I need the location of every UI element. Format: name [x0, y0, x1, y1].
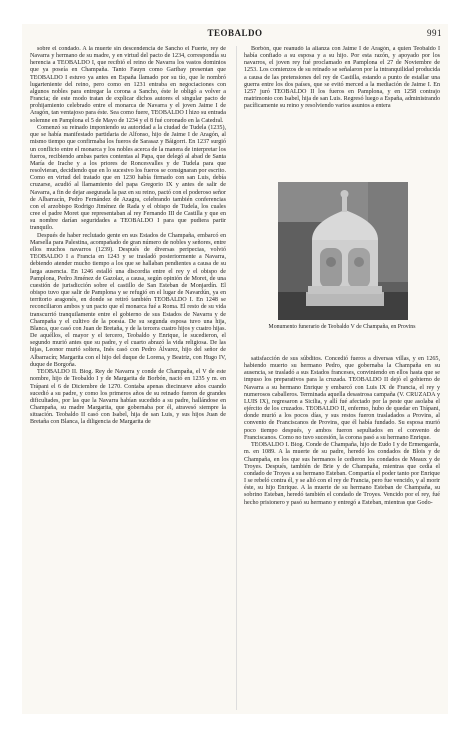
document-page	[22, 24, 448, 714]
paragraph: Comenzó su reinado imponiendo su autoridad a la ciudad de Tudela (1235), que se había manifestado partidaria de Alfonso, hijo de Jaime I de Aragón, al mismo tiempo que confirmaba los fueros de Sarasaz y Báigorri. En 1237 surgió un conflicto entre el monarca y los nobles acerca de la manera de interpretar los fueros, recibiendo ambas partes contentas al Papa, que delegó al abad de Santa María de Irache y a los priores de Roncesvalles y de Tudela para que resolvieran, decidiendo que en lo sucesivo los fueros se consignaran por escrito. Como en virtud del tratado que en 1230 había firmado con san Luis, debía cruzarse, acudió al llamamiento del papa Gregorio IX y antes de salir de Navarra, a fin de dejar asegurada la paz en su reino, pactó con el poderoso señor de Albarracín, Pedro Fernández de Azagra, celebrando también conferencias con el arzobispo Rodrigo Jiménez de Rada y el obispo de Tudela, los cuales cree el padre Moret que representaban al rey Fernando III de Castilla y que en su nombre darían seguridades a TEOBALDO I para que pudiera partir tranquilo.	[30, 125, 226, 232]
right-column	[244, 46, 440, 710]
running-head: TEOBALDO	[207, 28, 263, 38]
paragraph: satisfacción de sus súbditos. Concedió fueros a diversas villas, y en 1265, habiendo muerto su hermano Pedro, que gobernaba la Champaña en su ausencia, se trasladó a sus Estados franceses, conviniendo en ellos hasta que se impuso los preparativos para la cruzada. TEOBALDO II dejó el gobierno de Navarra a su hermano Enrique y embarcó con Luis IX de Francia, el rey y numerosos caballeros. Terminada aquella desastrosa campaña (V. CRUZADA y LUIS IX), regresaron a Sicilia, y allí fué afectado por la peste que asolaba el ejército de los cruzados. TEOBALDO II, enfermo, hubo de quedar en Trápani, donde murió a los pocos días, y sus restos fueron trasladados a Provins, al convento de Franciscanos de Provins, que él había fundado. Su esposa murió poco tiempo después, y ambos fueron sepultados en el convento de Franciscanos. Como no tuvo sucesión, la corona pasó a su hermano Enrique.	[244, 356, 440, 441]
paragraph: TEOBALDO II. Biog. Rey de Navarra y conde de Champaña, el V de este nombre, hijo de Teobaldo I y de Margarita de Borbón, nació en 1235 y m. en Trápani el 6 de Diciembre de 1270. Contaba apenas diecinueve años cuando sucedió a su padre, y como los primeros años de su reinado fueron de grandes dificultades, por las que la Navarra habían sucedido a su padre, hallándose en Champaña, su madre Margarita, que gobernaba por él, atravesó siempre la situación. Teobaldo II casó con Isabel, hija de san Luis, y sus hijos Juan de Bretaña con Blanca, la diligencia de Margarita de	[30, 369, 226, 426]
monument-illustration	[278, 182, 408, 320]
left-column	[30, 46, 226, 710]
page-header	[22, 28, 448, 42]
monument-photo	[278, 182, 408, 320]
paragraph: Después de haber reclutado gente en sus Estados de Champaña, embarcó en Marsella para Palestina, acompañado de gran número de nobles y señores, entre ellos muchos navarros (1239). Después de diversas peripecias, volvió TEOBALDO I a Francia en 1243 y se trasladó posteriormente a Navarra, debiendo atender mucho tiempo a los que se hallaban pendientes a causa de su larga ausencia. En 1246 estalló una discordia entre el rey y el obispo de Pamplona, Pedro Jiménez de Gazolaz, a causa, según opinión de Moret, de una cuestión de jurisdicción sobre el castillo de San Esteban de Monjardín. El obispo tuvo que salir de Pamplona y se refugió en el lugar de Navardún, ya en territorio aragonés, en donde se retiró también TEOBALDO I. En 1248 se reconciliaron ambos y un pacto que el monarca fué a Roma. El resto de su vida transcurrió tranquilamente entre el gobierno de sus Estados de Navarra y de Champaña y el cultivo de la poesía. De su segunda esposa tuvo una hija, Blanca, que casó con Juan de Bretaña, y de la tercera cuatro hijos y cuatro hijas. De aquéllos, el mayor y el tercero, Teobaldo y Enrique, le sucedieron, el segundo murió antes que su padre, y el cuarto abrazó la vida religiosa. De las hijas, Leonor murió soltera, Inés casó con Pedro Álvarez, hijo del señor de Albarracín; Margarita con el hijo del duque de Lorena, y Beatriz, con Hugo IV, duque de Borgoña.	[30, 232, 226, 368]
paragraph: Borbón, que reanudó la alianza con Jaime I de Aragón, a quien Teobaldo I había confiado a su esposa y a su hijo. Por esta razón, y apoyado por los navarros, el joven rey fué proclamado en Pamplona el 27 de Noviembre de 1253. Los comienzos de su reinado se señalaron por la intranquilidad producida a causa de las pretensiones del rey de Castilla, estando a punto de estallar una guerra entre los dos países, que se evitó merced a la mediación de Jaime I. En 1257 juró TEOBALDO II los fueros en Pamplona, y en 1258 contrajo matrimonio con Isabel, hija de san Luis. Regresó luego a España, administrando pacíficamente su reino y resolviendo varios asuntos a entera	[244, 46, 440, 110]
right-column-lower	[244, 356, 440, 507]
paragraph: sobre el condado. A la muerte sin descendencia de Sancho el Fuerte, rey de Navarra y hermano de su madre, y en virtud del pacto de 1234, correspondía su herencia a TEOBALDO I, que recibió el reino de Navarra los vastos dominios que ya poseía en Champaña. Tanto Fauyn como Garibay presentan que TEOBALDO I estuvo ya antes en España llamado por su tío, que le nombró lugarteniente del reino, pero como en 1231 entraba en negociaciones con algunos nobles para entregar la corona a Sancho, éste le obligó a volver a Francia; de este modo tratan de explicar dichos autores el singular pacto de prohijamiento celebrado entre el monarca de Navarra y el joven Jaime I de Aragón, tan ventajoso para éste. Sea como fuere, TEOBALDO I hizo su entrada solemne en Pamplona el 5 de Mayo de 1234 y el 8 fué coronado en la Catedral.	[30, 46, 226, 124]
figure	[244, 182, 440, 350]
column-divider	[236, 46, 237, 710]
figure-caption: Monumento funerario de Teobaldo V de Champaña, en Provins	[268, 324, 416, 330]
paragraph: TEOBALDO I. Biog. Conde de Champaña, hijo de Eudo I y de Ermengarda, m. en 1089. A la muerte de su padre, heredó los condados de Blois y de Champaña, en los que sus hermanos le cedieron los condados de Meaux y de Troyes. Después, también de Brie y de Champaña, mientras que cedía el condado de Troyes a su hermano Esteban. Compartía el poder tanto por Enrique I se rebeló contra él, y se alió con el rey de Francia, pero fue vencido, y al morir éste, su hijo Enrique. A la muerte de su hermano Esteban de Champaña, su sobrino Esteban, heredó también el condado de Troyes. Vencido por el rey, fué hecho prisionero y pasó su hermano y entregó a Esteban, mientras que Godo-	[244, 442, 440, 506]
page-number: 991	[427, 28, 442, 38]
right-column-upper	[244, 46, 440, 180]
